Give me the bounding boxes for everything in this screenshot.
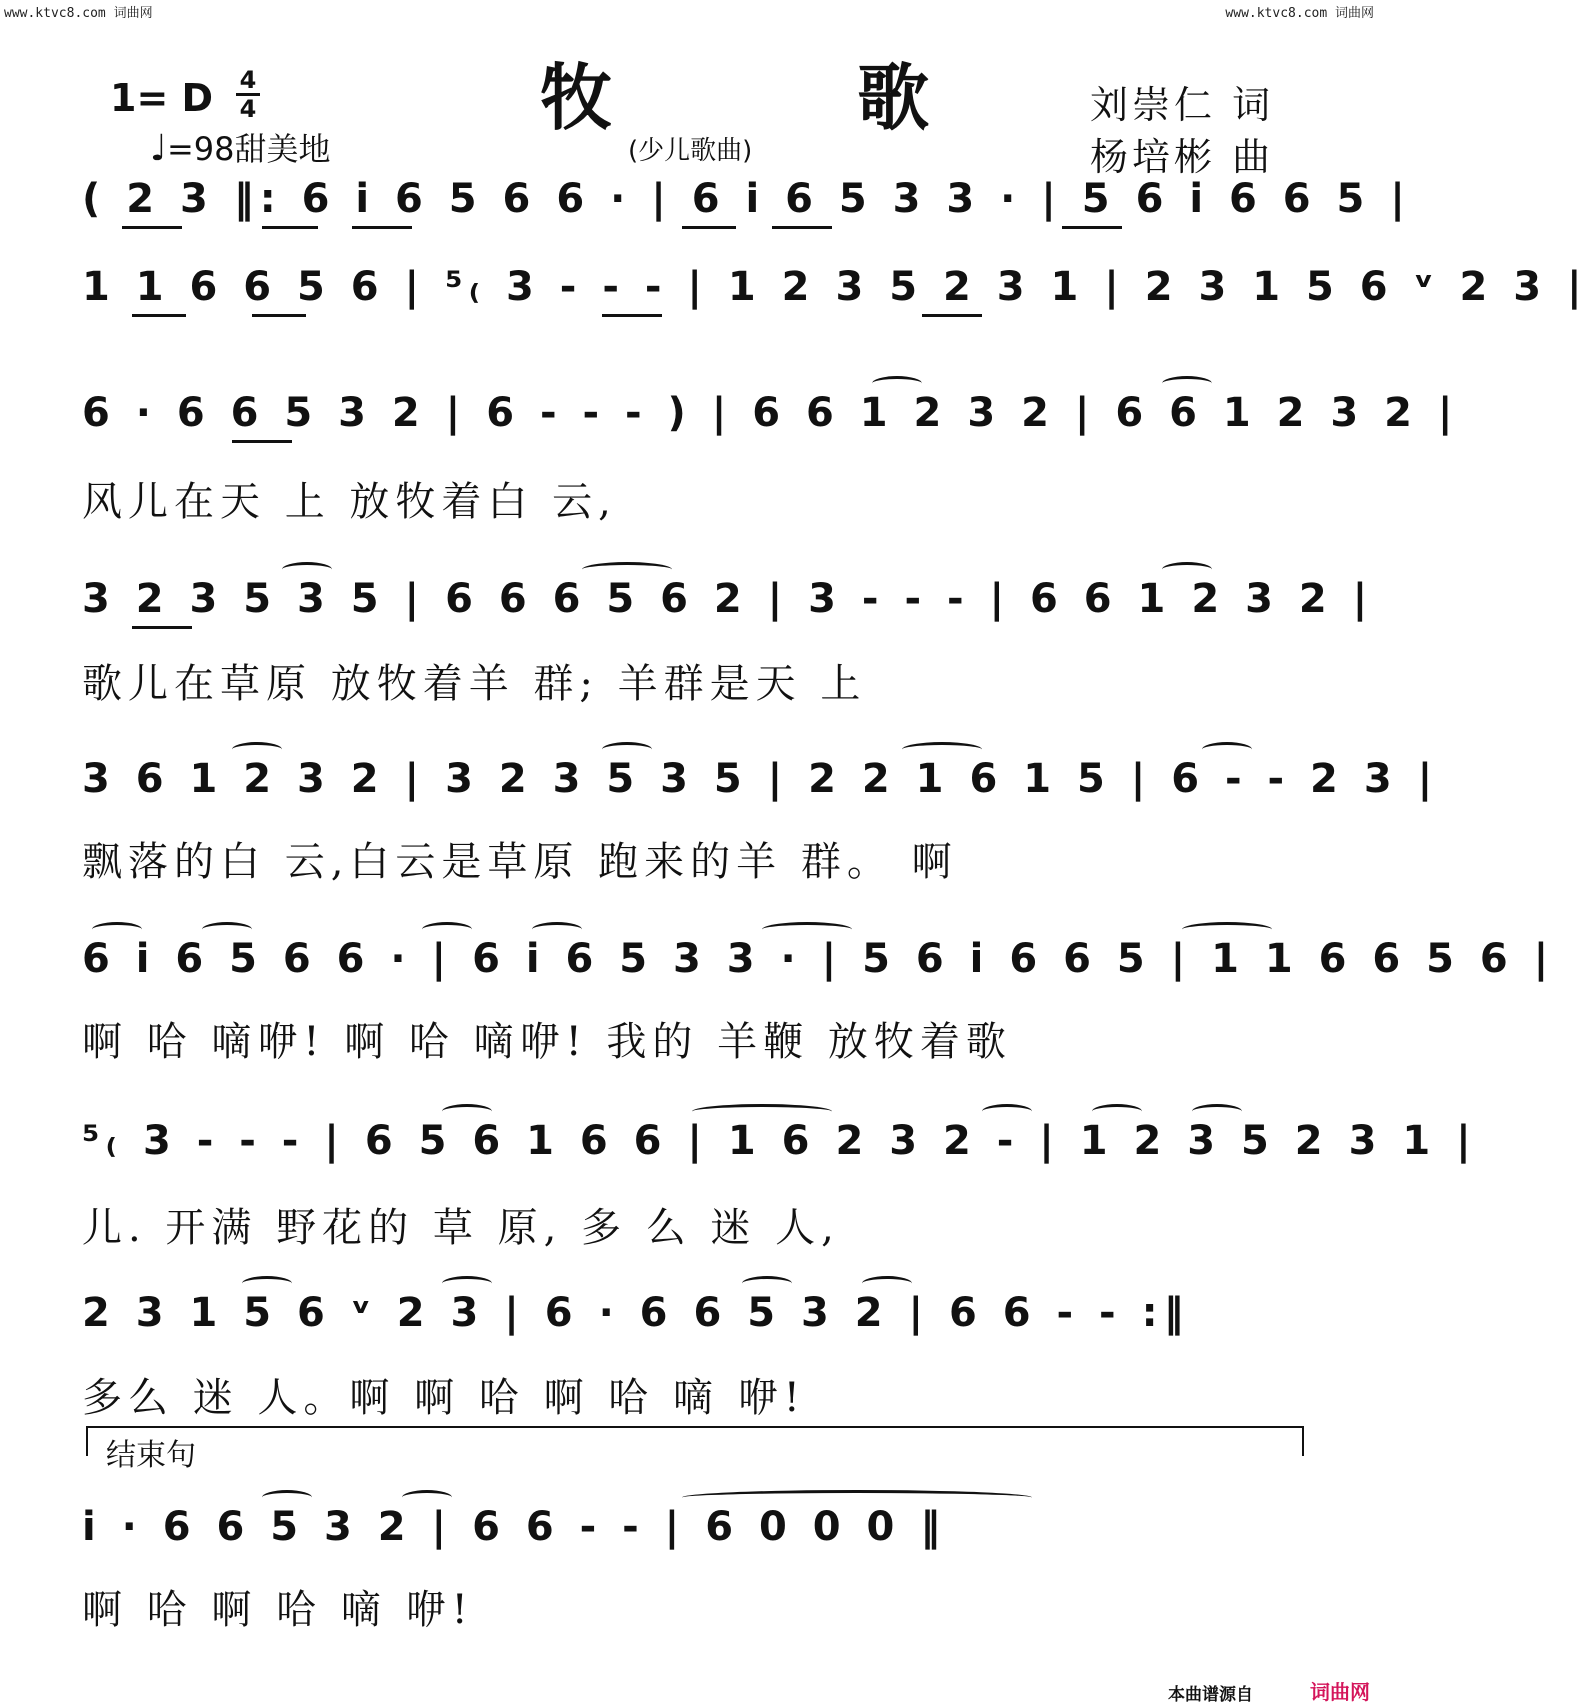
- slur: [242, 1276, 292, 1291]
- tempo-text: =98甜美地: [166, 130, 331, 168]
- slur: [232, 742, 282, 757]
- song-title: 牧 歌: [540, 55, 1040, 140]
- notation-text: i · 6 6 5 3 2 | 6 6 - - | 6 0 0 0 ‖: [82, 1504, 947, 1550]
- beam: [682, 226, 736, 229]
- tempo-marking: [150, 124, 331, 170]
- slur: [262, 1490, 312, 1505]
- slur: [402, 1490, 452, 1505]
- slur: [1162, 376, 1212, 391]
- score-line-4: [82, 576, 1374, 636]
- lyric-line-4: 歌儿在草原 放牧着羊 群; 羊群是天 上: [82, 661, 867, 707]
- slur: [442, 1104, 492, 1119]
- key-signature: 1= D: [110, 76, 214, 120]
- notation-text: 2 3 1 5 6 ᵛ 2 3 | 6 · 6 6 5 3 2 | 6 6 - - :‖: [82, 1290, 1190, 1336]
- beam: [772, 226, 832, 229]
- beam: [122, 226, 182, 229]
- time-signature: [236, 68, 260, 121]
- footer-logo: 词曲网: [1310, 1680, 1370, 1704]
- beam: [252, 314, 306, 317]
- watermark-right: www.ktvc8.com 词曲网: [1225, 6, 1374, 21]
- notation-text: 6 · 6 6 5 3 2 | 6 - - - ) | 6 6 1 2 3 2 | 6 6 1 2 3 2 |: [82, 390, 1459, 436]
- slur: [1192, 1104, 1242, 1119]
- beam: [1062, 226, 1122, 229]
- score-line-5: [82, 756, 1439, 816]
- lyric-line-3: 风儿在天 上 放牧着白 云,: [82, 479, 617, 525]
- notation-text: 6 i 6 5 6 6 · | 6 i 6 5 3 3 · | 5 6 i 6 6 5 | 1 1 6 6 5 6 |: [82, 936, 1555, 982]
- slur: [982, 1104, 1032, 1119]
- score-line-3: [82, 390, 1459, 450]
- slur: [1092, 1104, 1142, 1119]
- slur: [1202, 742, 1252, 757]
- composer-credit: 杨培彬 曲: [1090, 135, 1275, 179]
- lyric-line-7: 儿. 开满 野花的 草 原, 多 么 迷 人,: [82, 1205, 840, 1251]
- slur: [762, 922, 852, 937]
- score-line-7: [82, 1118, 1477, 1178]
- ending-bracket: [86, 1426, 1304, 1456]
- slur: [682, 1490, 1032, 1505]
- lyric-line-5: 飘落的白 云,白云是草原 跑来的羊 群。 啊: [82, 839, 958, 885]
- slur: [872, 376, 922, 391]
- lyric-line-ending: 啊 哈 啊 哈 嘀 咿!: [82, 1587, 474, 1633]
- lyricist-credit: 刘崇仁 词: [1090, 83, 1275, 127]
- slur: [582, 562, 672, 577]
- lyric-line-8: 多么 迷 人。啊 啊 哈 啊 哈 嘀 咿!: [82, 1375, 806, 1421]
- notation-text: ( 2 3 ‖: 6 i 6 5 6 6 · | 6 i 6 5 3 3 · | 5 6 i 6 6 5 |: [82, 176, 1411, 222]
- lyric-line-6: 啊 哈 嘀咿! 啊 哈 嘀咿! 我的 羊鞭 放牧着歌: [82, 1019, 1012, 1065]
- beam: [132, 314, 186, 317]
- slur: [532, 922, 582, 937]
- score-line-ending: [82, 1504, 1302, 1564]
- score-line-6: [82, 936, 1555, 996]
- slur: [602, 742, 652, 757]
- score-line-1: [82, 176, 1411, 236]
- time-signature-top: 4: [239, 66, 257, 94]
- beam: [352, 226, 412, 229]
- beam: [922, 314, 982, 317]
- notation-text: 3 6 1 2 3 2 | 3 2 3 5 3 5 | 2 2 1 6 1 5 | 6 - - 2 3 |: [82, 756, 1439, 802]
- ending-label: 结束句: [106, 1438, 196, 1473]
- slur: [442, 1276, 492, 1291]
- slur: [862, 1276, 912, 1291]
- watermark-left: www.ktvc8.com 词曲网: [4, 6, 153, 21]
- slur: [902, 742, 982, 757]
- beam: [262, 226, 318, 229]
- score-line-8: [82, 1290, 1302, 1350]
- time-signature-bottom: 4: [239, 95, 257, 123]
- notation-text: 3 2 3 5 3 5 | 6 6 6 5 6 2 | 3 - - - | 6 6 1 2 3 2 |: [82, 576, 1374, 622]
- slur: [692, 1104, 832, 1119]
- beam: [232, 440, 292, 443]
- footer-source-text: 本曲谱源自: [1168, 1685, 1253, 1705]
- beam: [602, 314, 662, 317]
- slur: [1182, 922, 1272, 937]
- quarter-note-icon: ♩: [150, 128, 167, 169]
- slur: [422, 922, 472, 937]
- slur: [282, 562, 332, 577]
- song-subtitle: (少儿歌曲): [628, 136, 753, 166]
- slur: [1162, 562, 1212, 577]
- slur: [92, 922, 142, 937]
- notation-text: 1 1 6 6 5 6 | ⁵₍ 3 - - - | 1 2 3 5 2 3 1 | 2 3 1 5 6 ᵛ 2 3 |: [82, 264, 1588, 310]
- beam: [132, 626, 192, 629]
- slur: [742, 1276, 792, 1291]
- notation-text: ⁵₍ 3 - - - | 6 5 6 1 6 6 | 1 6 2 3 2 - | 1 2 3 5 2 3 1 |: [82, 1118, 1477, 1164]
- score-line-2: [82, 264, 1588, 324]
- slur: [202, 922, 252, 937]
